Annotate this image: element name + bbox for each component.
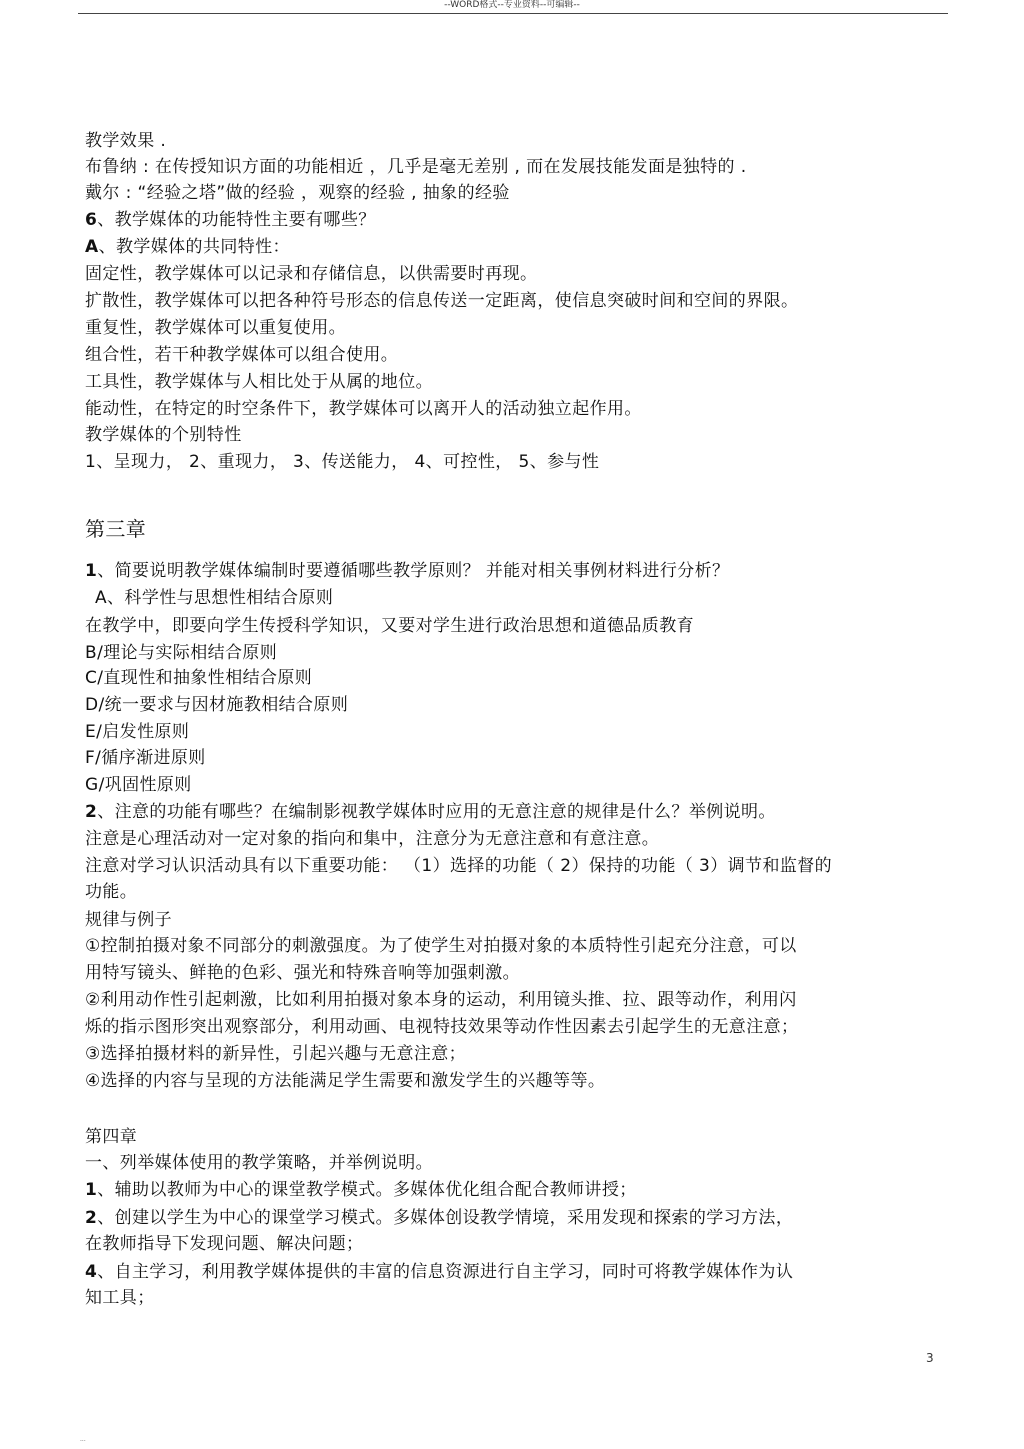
text-line: 组合性，若干种教学媒体可以组合使用。 [85,345,399,365]
text-line: 扩散性，教学媒体可以把各种符号形态的信息传送一定距离，使信息突破时间和空间的界限。 [85,291,799,311]
text-line: 一、列举媒体使用的教学策略，并举例说明。 [85,1153,433,1173]
text-line [85,236,290,258]
text-line: 用特写镜头、鲜艳的色彩、强光和特殊音响等加强刺激。 [85,963,520,983]
text-line: F/循序渐进原则 [85,748,206,768]
text-line [85,801,776,823]
text-line: 烁的指示图形突出观察部分，利用动画、电视特技效果等动作性因素去引起学生的无意注意； [85,1017,799,1037]
text-line [85,209,376,231]
text-line: ④选择的内容与呈现的方法能满足学生需要和激发学生的兴趣等等。 [85,1071,606,1091]
text-line: 布鲁纳 : 在传授知识方面的功能相近 ，几乎是毫无差别 , 而在发展技能发面是独特的 . [85,157,747,177]
text-line: A、科学性与思想性相结合原则 [95,588,334,608]
text-line: 重复性，教学媒体可以重复使用。 [85,318,346,338]
line-text: 、简要说明教学媒体编制时要遵循哪些教学原则？ 并能对相关事例材料进行分析？ [97,561,730,581]
footer-mark: ... [80,1436,86,1443]
text-line: ③选择拍摄材料的新异性，引起兴趣与无意注意； [85,1044,467,1064]
line-number: 2 [85,1208,98,1228]
text-line: 教学媒体的个别特性 [85,425,242,445]
text-line: 规律与例子 [85,910,172,930]
line-text: 、自主学习，利用教学媒体提供的丰富的信息资源进行自主学习，同时可将教学媒体作为认 [97,1262,794,1282]
text-line: 注意对学习认识活动具有以下重要功能： （1）选择的功能（ 2）保持的功能（ 3）调节和监督的 [85,856,833,876]
text-line: 在教师指导下发现问题、解决问题； [85,1234,364,1254]
text-line [85,1261,793,1283]
text-line [85,560,729,582]
line-number: 2 [85,802,98,822]
text-line: 固定性，教学媒体可以记录和存储信息，以供需要时再现。 [85,264,538,284]
chapter-heading: 第三章 [85,517,147,541]
text-line: 能动性，在特定的时空条件下，教学媒体可以离开人的活动独立起作用。 [85,399,642,419]
text-line: E/启发性原则 [85,722,190,742]
text-line: ②利用动作性引起刺激，比如利用拍摄对象本身的运动，利用镜头推、拉、跟等动作，利用闪 [85,990,797,1010]
page-number: 3 [926,1351,934,1365]
line-text: 、教学媒体的共同特性： [98,237,290,257]
line-text: 、创建以学生为中心的课堂学习模式。多媒体创设教学情境，采用发现和探索的学习方法， [97,1208,794,1228]
text-line: D/统一要求与因材施教相结合原则 [85,695,349,715]
text-line: 教学效果 . [85,131,167,151]
chapter-heading: 第四章 [85,1127,138,1147]
text-line: 戴尔 : “经验之塔”做的经验 ，观察的经验 , 抽象的经验 [85,183,510,203]
line-number: 6 [85,210,98,230]
text-line: 在教学中，即要向学生传授科学知识，又要对学生进行政治思想和道德品质教育 [85,616,694,636]
line-number: A [85,237,99,257]
line-number: 1 [85,1180,98,1200]
page-header: --WORD格式--专业资料--可编辑-- [444,0,580,10]
text-line: ①控制拍摄对象不同部分的刺激强度。为了使学生对拍摄对象的本质特性引起充分注意，可以 [85,936,797,956]
text-line: 工具性，教学媒体与人相比处于从属的地位。 [85,372,433,392]
text-line [85,1207,793,1229]
header-rule [78,13,948,14]
text-line: G/巩固性原则 [85,775,192,795]
line-text: 、教学媒体的功能特性主要有哪些？ [97,210,376,230]
text-line [85,1179,637,1201]
text-line: 知工具； [85,1288,155,1308]
line-text: 、注意的功能有哪些？在编制影视教学媒体时应用的无意注意的规律是什么？举例说明。 [97,802,776,822]
text-line: C/直现性和抽象性相结合原则 [85,668,313,688]
text-line: 1、呈现力， 2、重现力， 3、传送能力， 4、可控性， 5、参与性 [85,452,600,472]
line-number: 1 [85,561,98,581]
line-number: 4 [85,1262,98,1282]
text-line: 功能。 [85,882,138,902]
line-text: 、辅助以教师为中心的课堂教学模式。多媒体优化组合配合教师讲授； [97,1180,637,1200]
text-line: B/理论与实际相结合原则 [85,643,278,663]
text-line: 注意是心理活动对一定对象的指向和集中，注意分为无意注意和有意注意。 [85,829,660,849]
